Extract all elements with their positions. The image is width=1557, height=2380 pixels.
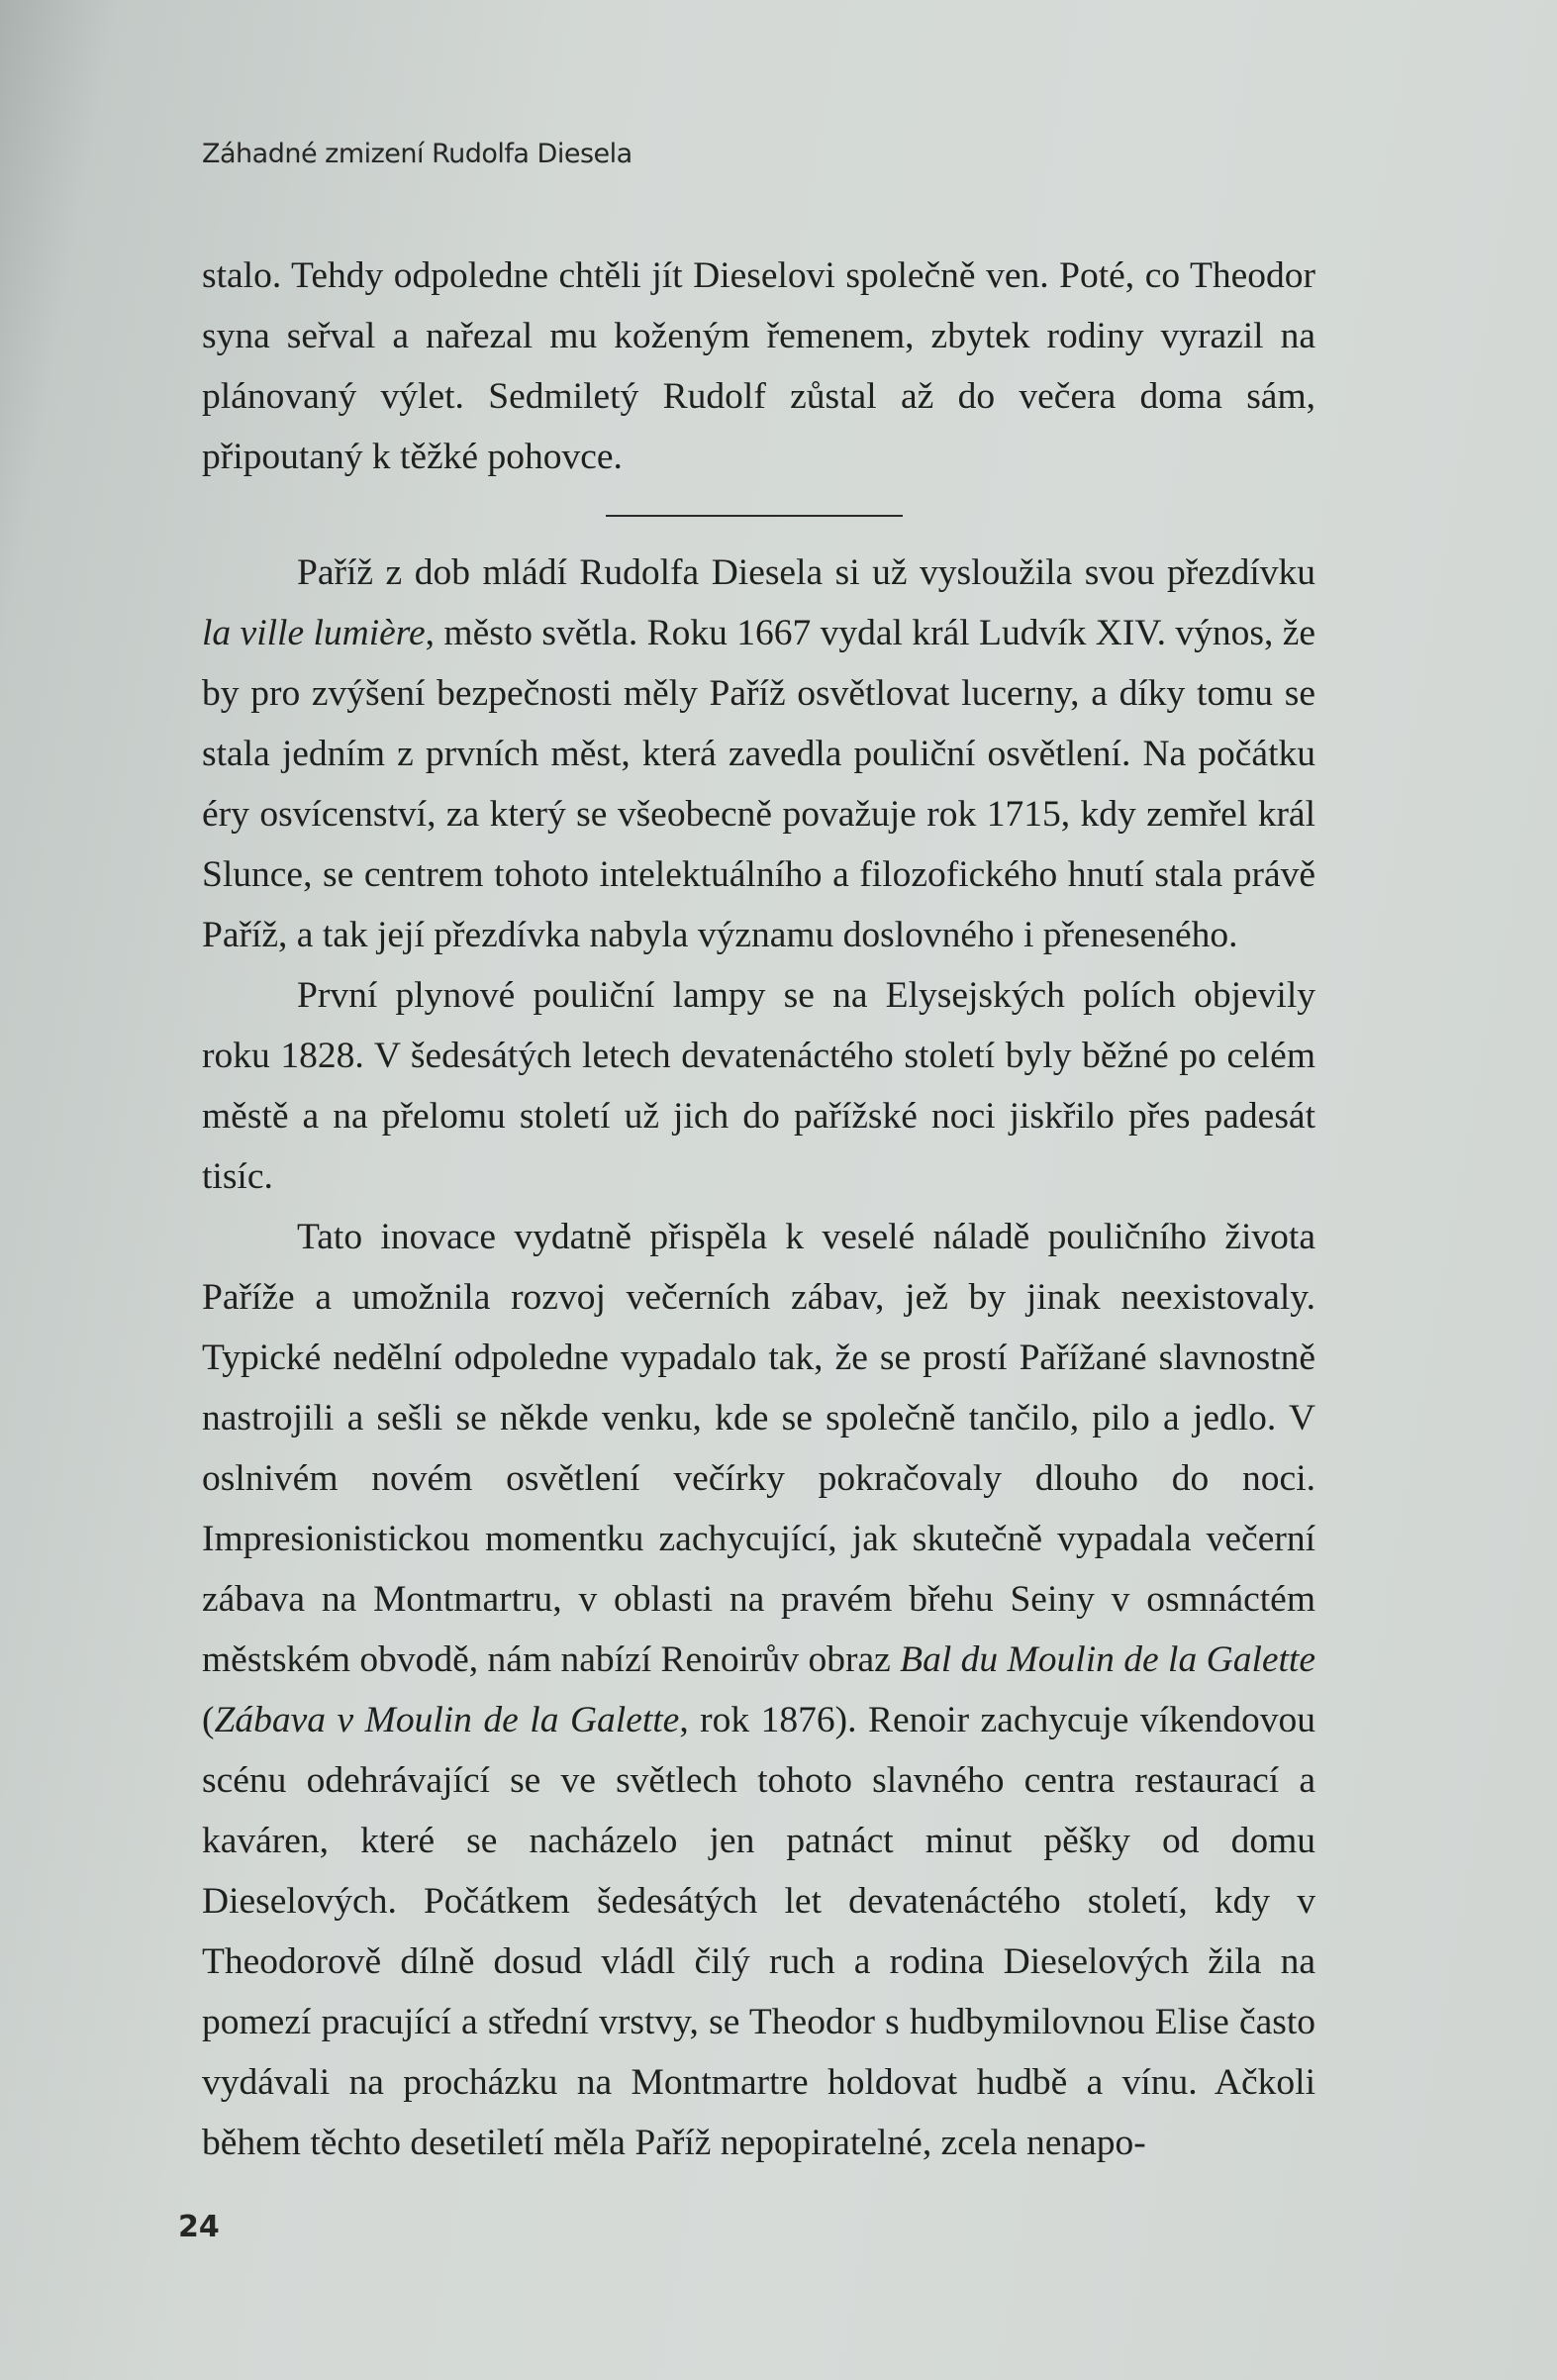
paragraph-renoir xyxy=(202,1207,1315,2173)
italic-phrase: la ville lumière xyxy=(202,613,426,653)
section-divider xyxy=(606,515,903,517)
paragraph-text: , rok 1876). Renoir zachycuje víkendovou scénu odehrávající se ve světlech tohoto slavného centra restaurací a kaváren, které se nacházelo jen patnáct minut pěšky od domu Dieselových. Počátkem šedesátých let devatenáctého století, kdy v Theodorově dílně dosud vládl čilý ruch a rodina Dieselových žila na pomezí pracující a střední vrstvy, se Theodor s hudbymilovnou Elise často vydávali na procházku na Montmartre holdovat hudbě a vínu. Ačkoli během těchto desetiletí měla Paříž nepopiratelné, zcela nenapo- xyxy=(202,1700,1315,2163)
running-head: Záhadné zmizení Rudolfa Diesela xyxy=(202,139,633,169)
painting-title-translation: Zábava v Moulin de la Galette xyxy=(214,1700,680,1740)
paragraph-paris-nickname xyxy=(202,543,1315,965)
paragraph-text: ( xyxy=(202,1700,215,1740)
body-text xyxy=(202,246,1315,2173)
paragraph-text: Paříž z dob mládí Rudolfa Diesela si už vysloužila svou přezdívku xyxy=(297,552,1315,593)
paragraph-text: , město světla. Roku 1667 vydal král Ludvík XIV. výnos, že by pro zvýšení bezpečnosti měly Paříž osvětlovat lucerny, a díky tomu se stala jedním z prvních měst, která zavedla pouliční osvětlení. Na počátku éry osvícenství, za který se všeobecně považuje rok 1715, kdy zemřel král Slunce, se centrem tohoto intelektuálního a filozofického hnutí stala právě Paříž, a tak její přezdívka nabyla významu doslovného i přeneseného. xyxy=(202,613,1315,955)
painting-title: Bal du Moulin de la Galette xyxy=(900,1639,1315,1680)
paragraph-gas-lamps: První plynové pouliční lampy se na Elysejských polích objevily roku 1828. V šedesátých letech devatenáctého století byly běžné po celém městě a na přelomu století už jich do pařížské noci jiskřilo přes padesát tisíc. xyxy=(202,975,1315,1197)
paragraph-continuation: stalo. Tehdy odpoledne chtěli jít Dieselovi společně ven. Poté, co Theodor syna seřval a nařezal mu koženým řemenem, zbytek rodiny vyrazil na plánovaný výlet. Sedmiletý Rudolf zůstal až do večera doma sám, připoutaný k těžké pohovce. xyxy=(202,255,1315,477)
page-number: 24 xyxy=(178,2210,220,2244)
paragraph-text: Tato inovace vydatně přispěla k veselé náladě pouličního života Paříže a umožnila rozvoj večerních zábav, jež by jinak neexistovaly. Typické nedělní odpoledne vypadalo tak, že se prostí Pařížané slavnostně nastrojili a sešli se někde venku, kde se společně tančilo, pilo a jedlo. V oslnivém novém osvětlení večírky pokračovaly dlouho do noci. Impresionistickou momentku zachycující, jak skutečně vypadala večerní zábava na Montmartru, v oblasti na pravém břehu Seiny v osmnáctém městském obvodě, nám nabízí Renoirův obraz xyxy=(202,1217,1315,1680)
